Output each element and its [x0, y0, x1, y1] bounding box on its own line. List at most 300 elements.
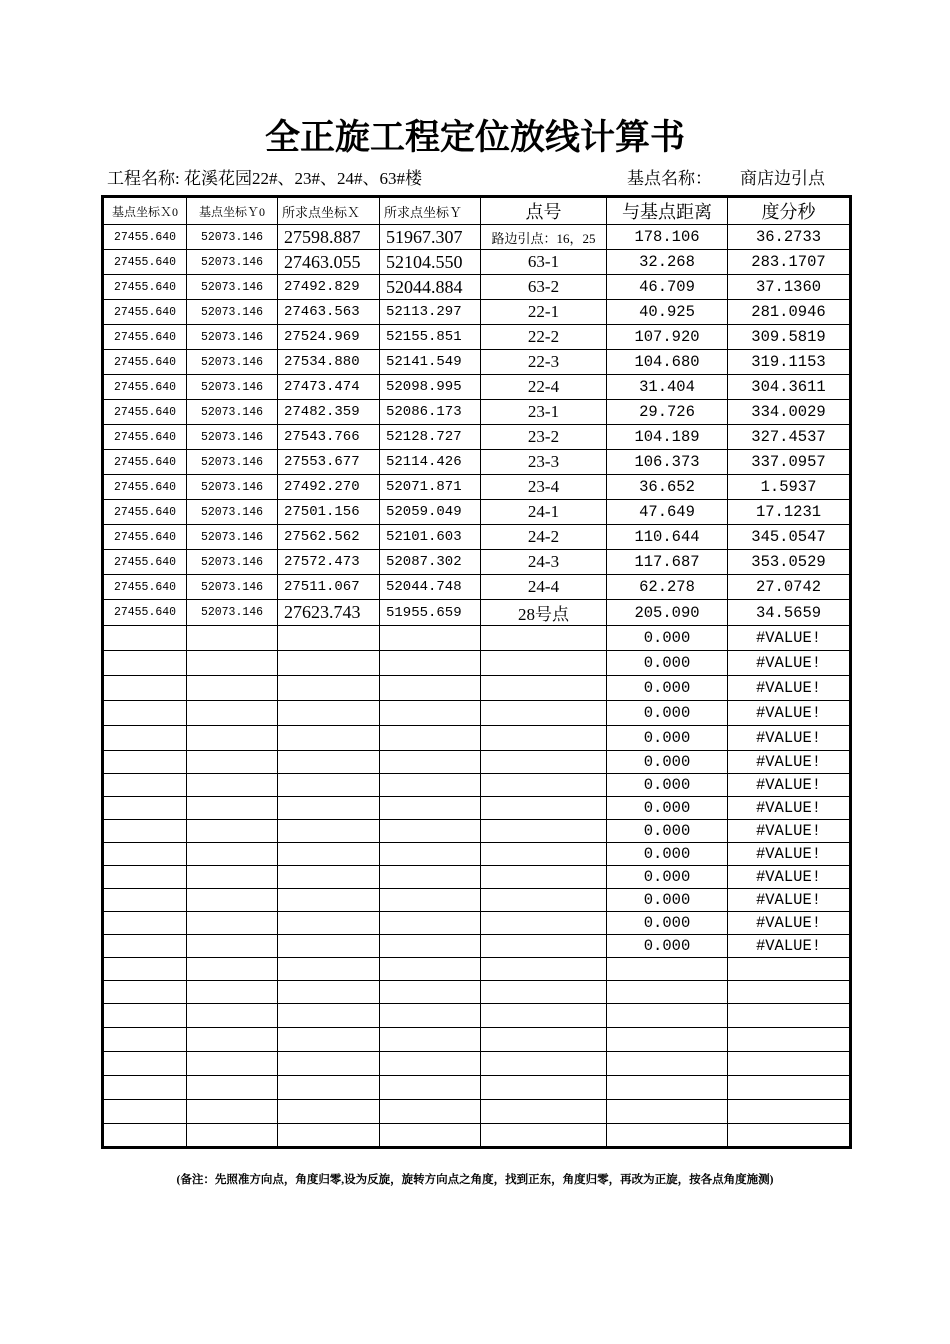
point-id-cell: 28号点 — [481, 600, 607, 626]
target-x-cell: 27463.055 — [278, 250, 380, 275]
table-row — [103, 1100, 851, 1124]
angle-cell: #VALUE! — [728, 843, 851, 866]
table-body — [103, 225, 851, 1148]
base-x-cell: 27455.640 — [103, 425, 187, 450]
target-y-cell: 52128.727 — [380, 425, 481, 450]
table-row — [103, 676, 851, 701]
table-row — [103, 300, 851, 325]
distance-cell: 107.920 — [607, 325, 728, 350]
base-y-cell: 52073.146 — [187, 600, 278, 626]
base-y-cell — [187, 820, 278, 843]
base-x-cell — [103, 958, 187, 981]
base-x-cell: 27455.640 — [103, 300, 187, 325]
target-x-cell — [278, 676, 380, 701]
target-y-cell — [380, 1076, 481, 1100]
target-y-cell: 52044.884 — [380, 275, 481, 300]
target-x-cell — [278, 820, 380, 843]
angle-cell: 37.1360 — [728, 275, 851, 300]
angle-cell — [728, 1004, 851, 1028]
target-y-cell — [380, 889, 481, 912]
target-y-cell — [380, 797, 481, 820]
table-row — [103, 820, 851, 843]
distance-cell: 104.680 — [607, 350, 728, 375]
base-point-value: 商店边引点 — [740, 169, 825, 188]
point-id-cell: 63-1 — [481, 250, 607, 275]
target-x-cell — [278, 981, 380, 1004]
header-angle: 度分秒 — [728, 197, 851, 225]
angle-cell: #VALUE! — [728, 820, 851, 843]
target-y-cell — [380, 935, 481, 958]
angle-cell: 337.0957 — [728, 450, 851, 475]
base-y-cell: 52073.146 — [187, 475, 278, 500]
target-x-cell: 27553.677 — [278, 450, 380, 475]
target-y-cell: 52101.603 — [380, 525, 481, 550]
target-y-cell: 52087.302 — [380, 550, 481, 575]
table-row — [103, 1076, 851, 1100]
distance-cell: 0.000 — [607, 626, 728, 651]
angle-cell: #VALUE! — [728, 935, 851, 958]
distance-cell — [607, 1004, 728, 1028]
angle-cell: #VALUE! — [728, 726, 851, 751]
base-x-cell — [103, 701, 187, 726]
point-id-cell: 23-4 — [481, 475, 607, 500]
header-target-x: 所求点坐标Ｘ — [278, 197, 380, 225]
distance-cell: 32.268 — [607, 250, 728, 275]
base-y-cell — [187, 751, 278, 774]
angle-cell: 319.1153 — [728, 350, 851, 375]
point-id-cell — [481, 1124, 607, 1148]
distance-cell: 0.000 — [607, 726, 728, 751]
distance-cell: 106.373 — [607, 450, 728, 475]
base-y-cell — [187, 889, 278, 912]
distance-cell: 104.189 — [607, 425, 728, 450]
base-x-cell — [103, 774, 187, 797]
target-x-cell: 27492.829 — [278, 275, 380, 300]
table-row — [103, 726, 851, 751]
angle-cell: #VALUE! — [728, 651, 851, 676]
header-point-id: 点号 — [481, 197, 607, 225]
angle-cell: 34.5659 — [728, 600, 851, 626]
base-y-cell — [187, 935, 278, 958]
page-title: 全正旋工程定位放线计算书 — [264, 118, 685, 157]
base-x-cell: 27455.640 — [103, 600, 187, 626]
target-x-cell: 27511.067 — [278, 575, 380, 600]
target-y-cell — [380, 958, 481, 981]
base-x-cell: 27455.640 — [103, 275, 187, 300]
table-row — [103, 981, 851, 1004]
target-y-cell — [380, 751, 481, 774]
point-id-cell: 24-2 — [481, 525, 607, 550]
base-y-cell: 52073.146 — [187, 425, 278, 450]
base-x-cell — [103, 726, 187, 751]
distance-cell: 0.000 — [607, 935, 728, 958]
target-x-cell — [278, 1004, 380, 1028]
base-y-cell: 52073.146 — [187, 300, 278, 325]
target-y-cell: 52086.173 — [380, 400, 481, 425]
target-y-cell — [380, 1052, 481, 1076]
header-target-y: 所求点坐标Ｙ — [380, 197, 481, 225]
table-row — [103, 325, 851, 350]
point-id-cell: 24-3 — [481, 550, 607, 575]
distance-cell: 0.000 — [607, 820, 728, 843]
angle-cell: 1.5937 — [728, 475, 851, 500]
point-id-cell — [481, 751, 607, 774]
point-id-cell — [481, 1076, 607, 1100]
table-row — [103, 912, 851, 935]
target-y-cell — [380, 726, 481, 751]
target-y-cell — [380, 820, 481, 843]
point-id-cell — [481, 701, 607, 726]
base-x-cell — [103, 1100, 187, 1124]
base-y-cell — [187, 843, 278, 866]
target-x-cell — [278, 1124, 380, 1148]
distance-cell: 46.709 — [607, 275, 728, 300]
target-x-cell: 27534.880 — [278, 350, 380, 375]
point-id-cell — [481, 889, 607, 912]
point-id-cell — [481, 1052, 607, 1076]
target-x-cell: 27572.473 — [278, 550, 380, 575]
target-x-cell — [278, 1100, 380, 1124]
table-row — [103, 475, 851, 500]
distance-cell — [607, 1052, 728, 1076]
base-y-cell — [187, 1100, 278, 1124]
angle-cell — [728, 1100, 851, 1124]
base-x-cell: 27455.640 — [103, 550, 187, 575]
base-y-cell — [187, 774, 278, 797]
angle-cell — [728, 958, 851, 981]
point-id-cell — [481, 1028, 607, 1052]
target-x-cell — [278, 889, 380, 912]
base-y-cell: 52073.146 — [187, 225, 278, 250]
target-x-cell — [278, 935, 380, 958]
base-x-cell — [103, 843, 187, 866]
table-row — [103, 225, 851, 250]
target-x-cell: 27463.563 — [278, 300, 380, 325]
point-id-cell: 22-1 — [481, 300, 607, 325]
target-x-cell: 27482.359 — [278, 400, 380, 425]
calculation-table — [101, 195, 852, 1149]
target-y-cell: 52141.549 — [380, 350, 481, 375]
target-y-cell: 52071.871 — [380, 475, 481, 500]
table-row — [103, 275, 851, 300]
header-base-y: 基点坐标Ｙ0 — [187, 197, 278, 225]
table-row — [103, 751, 851, 774]
header-distance: 与基点距离 — [607, 197, 728, 225]
angle-cell: 17.1231 — [728, 500, 851, 525]
angle-cell: #VALUE! — [728, 889, 851, 912]
target-x-cell: 27598.887 — [278, 225, 380, 250]
table-row — [103, 701, 851, 726]
table-row — [103, 400, 851, 425]
target-x-cell — [278, 912, 380, 935]
base-y-cell: 52073.146 — [187, 550, 278, 575]
table-row — [103, 1052, 851, 1076]
point-id-cell — [481, 1004, 607, 1028]
base-x-cell — [103, 1004, 187, 1028]
point-id-cell: 63-2 — [481, 275, 607, 300]
target-y-cell: 52098.995 — [380, 375, 481, 400]
target-x-cell — [278, 797, 380, 820]
target-y-cell — [380, 866, 481, 889]
point-id-cell — [481, 935, 607, 958]
distance-cell: 31.404 — [607, 375, 728, 400]
table-row — [103, 600, 851, 626]
distance-cell: 0.000 — [607, 676, 728, 701]
point-id-cell: 路边引点：16，25 — [481, 225, 607, 250]
distance-cell — [607, 1076, 728, 1100]
base-y-cell — [187, 866, 278, 889]
base-y-cell — [187, 1052, 278, 1076]
target-y-cell: 51967.307 — [380, 225, 481, 250]
angle-cell: 353.0529 — [728, 550, 851, 575]
target-y-cell — [380, 676, 481, 701]
base-x-cell — [103, 866, 187, 889]
target-x-cell: 27623.743 — [278, 600, 380, 626]
target-x-cell — [278, 726, 380, 751]
angle-cell: #VALUE! — [728, 774, 851, 797]
project-label: 工程名称: — [107, 169, 180, 188]
base-x-cell — [103, 1028, 187, 1052]
base-y-cell: 52073.146 — [187, 525, 278, 550]
angle-cell — [728, 1028, 851, 1052]
target-x-cell — [278, 1028, 380, 1052]
base-y-cell — [187, 726, 278, 751]
target-x-cell: 27562.562 — [278, 525, 380, 550]
target-y-cell — [380, 626, 481, 651]
angle-cell: #VALUE! — [728, 912, 851, 935]
target-x-cell — [278, 1052, 380, 1076]
table-row — [103, 626, 851, 651]
table-row — [103, 774, 851, 797]
base-x-cell — [103, 1052, 187, 1076]
base-y-cell: 52073.146 — [187, 350, 278, 375]
target-x-cell — [278, 701, 380, 726]
distance-cell: 0.000 — [607, 889, 728, 912]
angle-cell — [728, 981, 851, 1004]
distance-cell: 40.925 — [607, 300, 728, 325]
base-x-cell: 27455.640 — [103, 350, 187, 375]
table-row — [103, 797, 851, 820]
angle-cell: 309.5819 — [728, 325, 851, 350]
angle-cell: 304.3611 — [728, 375, 851, 400]
angle-cell: 334.0029 — [728, 400, 851, 425]
base-x-cell: 27455.640 — [103, 525, 187, 550]
base-x-cell — [103, 912, 187, 935]
base-y-cell — [187, 701, 278, 726]
point-id-cell — [481, 797, 607, 820]
base-x-cell: 27455.640 — [103, 325, 187, 350]
target-y-cell — [380, 1100, 481, 1124]
target-y-cell: 52104.550 — [380, 250, 481, 275]
base-y-cell — [187, 912, 278, 935]
project-value: 花溪花园22#、23#、24#、63#楼 — [183, 169, 422, 188]
target-x-cell — [278, 958, 380, 981]
base-x-cell — [103, 820, 187, 843]
base-y-cell — [187, 676, 278, 701]
distance-cell — [607, 1028, 728, 1052]
target-x-cell — [278, 1076, 380, 1100]
angle-cell: #VALUE! — [728, 866, 851, 889]
table-row — [103, 1004, 851, 1028]
table-row — [103, 250, 851, 275]
table-row — [103, 935, 851, 958]
distance-cell: 0.000 — [607, 651, 728, 676]
distance-cell: 0.000 — [607, 797, 728, 820]
base-x-cell — [103, 626, 187, 651]
target-y-cell — [380, 1004, 481, 1028]
target-x-cell — [278, 751, 380, 774]
table-row — [103, 843, 851, 866]
target-y-cell — [380, 912, 481, 935]
angle-cell — [728, 1052, 851, 1076]
angle-cell: #VALUE! — [728, 626, 851, 651]
table-row — [103, 425, 851, 450]
base-x-cell: 27455.640 — [103, 375, 187, 400]
target-x-cell — [278, 843, 380, 866]
base-x-cell — [103, 797, 187, 820]
point-id-cell — [481, 726, 607, 751]
target-x-cell — [278, 866, 380, 889]
base-x-cell — [103, 981, 187, 1004]
table-row — [103, 500, 851, 525]
base-y-cell: 52073.146 — [187, 250, 278, 275]
target-y-cell — [380, 774, 481, 797]
target-y-cell: 51955.659 — [380, 600, 481, 626]
point-id-cell: 24-1 — [481, 500, 607, 525]
base-x-cell — [103, 651, 187, 676]
distance-cell: 0.000 — [607, 912, 728, 935]
point-id-cell: 23-2 — [481, 425, 607, 450]
base-x-cell — [103, 1076, 187, 1100]
target-y-cell: 52113.297 — [380, 300, 481, 325]
base-y-cell — [187, 797, 278, 820]
point-id-cell — [481, 958, 607, 981]
target-y-cell — [380, 843, 481, 866]
point-id-cell — [481, 626, 607, 651]
angle-cell: #VALUE! — [728, 701, 851, 726]
base-x-cell — [103, 1124, 187, 1148]
target-x-cell: 27492.270 — [278, 475, 380, 500]
distance-cell: 29.726 — [607, 400, 728, 425]
base-y-cell: 52073.146 — [187, 325, 278, 350]
target-x-cell — [278, 774, 380, 797]
distance-cell: 178.106 — [607, 225, 728, 250]
table-row — [103, 550, 851, 575]
base-y-cell — [187, 1124, 278, 1148]
base-x-cell — [103, 751, 187, 774]
target-y-cell: 52059.049 — [380, 500, 481, 525]
table-row — [103, 889, 851, 912]
target-x-cell: 27473.474 — [278, 375, 380, 400]
point-id-cell — [481, 843, 607, 866]
project-name — [107, 168, 422, 190]
table-row — [103, 525, 851, 550]
table-row — [103, 350, 851, 375]
point-id-cell — [481, 820, 607, 843]
angle-cell: 281.0946 — [728, 300, 851, 325]
table-row — [103, 1124, 851, 1148]
base-x-cell: 27455.640 — [103, 475, 187, 500]
point-id-cell: 22-3 — [481, 350, 607, 375]
base-point-label: 基点名称： — [627, 169, 712, 188]
angle-cell: 27.0742 — [728, 575, 851, 600]
base-y-cell — [187, 958, 278, 981]
base-x-cell — [103, 676, 187, 701]
base-y-cell: 52073.146 — [187, 400, 278, 425]
base-y-cell — [187, 981, 278, 1004]
table-row — [103, 958, 851, 981]
distance-cell: 47.649 — [607, 500, 728, 525]
target-y-cell — [380, 1028, 481, 1052]
table-row — [103, 866, 851, 889]
base-y-cell — [187, 1028, 278, 1052]
target-x-cell: 27543.766 — [278, 425, 380, 450]
base-y-cell: 52073.146 — [187, 575, 278, 600]
base-y-cell — [187, 1076, 278, 1100]
distance-cell: 0.000 — [607, 751, 728, 774]
angle-cell: 345.0547 — [728, 525, 851, 550]
table-row — [103, 450, 851, 475]
base-y-cell — [187, 651, 278, 676]
point-id-cell — [481, 912, 607, 935]
base-x-cell: 27455.640 — [103, 500, 187, 525]
angle-cell: #VALUE! — [728, 797, 851, 820]
base-y-cell — [187, 1004, 278, 1028]
distance-cell: 117.687 — [607, 550, 728, 575]
base-y-cell: 52073.146 — [187, 450, 278, 475]
point-id-cell — [481, 676, 607, 701]
target-x-cell: 27524.969 — [278, 325, 380, 350]
point-id-cell: 24-4 — [481, 575, 607, 600]
base-x-cell — [103, 889, 187, 912]
angle-cell: 327.4537 — [728, 425, 851, 450]
base-y-cell: 52073.146 — [187, 275, 278, 300]
target-y-cell: 52114.426 — [380, 450, 481, 475]
target-y-cell: 52155.851 — [380, 325, 481, 350]
distance-cell: 36.652 — [607, 475, 728, 500]
angle-cell: 283.1707 — [728, 250, 851, 275]
table-row — [103, 375, 851, 400]
table-row — [103, 575, 851, 600]
table-row — [103, 1028, 851, 1052]
point-id-cell: 22-2 — [481, 325, 607, 350]
base-x-cell: 27455.640 — [103, 250, 187, 275]
point-id-cell: 23-1 — [481, 400, 607, 425]
angle-cell — [728, 1076, 851, 1100]
base-x-cell: 27455.640 — [103, 450, 187, 475]
base-y-cell: 52073.146 — [187, 500, 278, 525]
point-id-cell — [481, 1100, 607, 1124]
footnote: (备注：先照准方向点，角度归零,设为反旋，旋转方向点之角度，找到正东，角度归零，再改为正旋，按各点角度施测) — [176, 1174, 774, 1186]
target-y-cell — [380, 1124, 481, 1148]
header-base-x: 基点坐标Ｘ0 — [103, 197, 187, 225]
base-x-cell: 27455.640 — [103, 400, 187, 425]
base-y-cell: 52073.146 — [187, 375, 278, 400]
base-x-cell — [103, 935, 187, 958]
header-row — [103, 197, 851, 225]
point-id-cell — [481, 866, 607, 889]
distance-cell — [607, 1124, 728, 1148]
angle-cell: #VALUE! — [728, 676, 851, 701]
point-id-cell: 23-3 — [481, 450, 607, 475]
distance-cell: 205.090 — [607, 600, 728, 626]
table-row — [103, 651, 851, 676]
distance-cell: 0.000 — [607, 701, 728, 726]
distance-cell: 0.000 — [607, 843, 728, 866]
distance-cell: 0.000 — [607, 774, 728, 797]
angle-cell: 36.2733 — [728, 225, 851, 250]
distance-cell — [607, 981, 728, 1004]
